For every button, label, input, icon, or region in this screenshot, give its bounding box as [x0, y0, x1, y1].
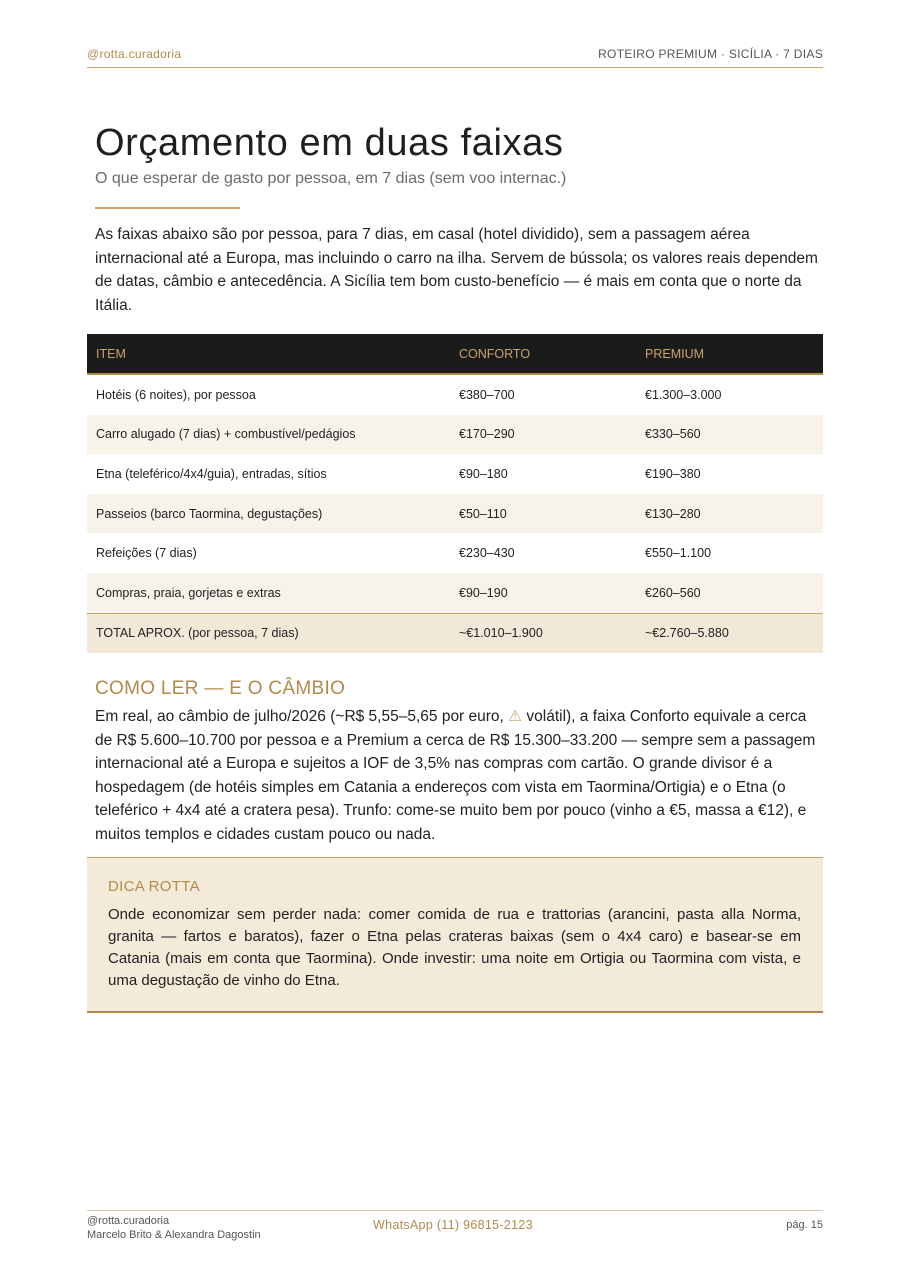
- page-footer: [87, 1210, 823, 1251]
- total-premium: ~€2.760–5.880: [636, 613, 823, 653]
- column-header-conforto: CONFORTO: [450, 334, 636, 374]
- tip-label: DICA ROTTA: [108, 878, 200, 895]
- total-conforto: ~€1.010–1.900: [450, 613, 636, 653]
- paragraph-text-end: volátil), a faixa Conforto equivale a cerca de R$ 5.600–10.700 por pessoa e a Premium a cerca de R$ 15.300–33.200 — sempre sem a passagem internacional até a Europa e sujeitos a IOF de 3,5% nas compras com cartão. O grande divisor é a hospedagem (de hotéis simples em Catania a endereços com vista em Taormina/Ortigia) e o Etna (o teleférico + 4x4 até a cratera pesa). Trunfo: come-se muito bem por pouco (vinho a €5, massa a €12), e muitos templos e cidades custam pouco ou nada.: [95, 708, 816, 843]
- budget-table: [87, 334, 823, 653]
- page-number: pág. 15: [786, 1219, 823, 1231]
- row-conforto: €50–110: [450, 494, 636, 534]
- row-item: Refeições (7 dias): [96, 546, 197, 561]
- row-premium: €1.300–3.000: [645, 387, 722, 402]
- intro-paragraph: As faixas abaixo são por pessoa, para 7 dias, em casal (hotel dividido), sem a passagem aérea internacional até a Europa, mas incluindo o carro na ilha. Servem de bússola; os valores reais dependem de datas, câmbio e antecedência. A Sicília tem bom custo-benefício — é mais em conta que o norte da Itália.: [95, 226, 818, 314]
- table-row: [87, 533, 823, 573]
- row-item: Hotéis (6 noites), por pessoa: [96, 387, 256, 402]
- table-row: [87, 494, 823, 534]
- document-label: ROTEIRO PREMIUM · SICÍLIA · 7 DIAS: [598, 47, 823, 61]
- table-row: [87, 573, 823, 613]
- row-premium: €130–280: [636, 494, 823, 534]
- whatsapp-contact: WhatsApp (11) 96815-2123: [373, 1218, 533, 1232]
- row-conforto: €90–180: [459, 466, 508, 481]
- row-premium: €190–380: [645, 466, 701, 481]
- page-header: [87, 45, 823, 68]
- footer-authors: Marcelo Brito & Alexandra Dagostin: [87, 1229, 261, 1241]
- row-conforto: €90–190: [450, 573, 636, 613]
- table-row: [87, 374, 823, 415]
- table-row: [87, 454, 823, 494]
- warning-icon: ⚠: [508, 708, 523, 725]
- brand-handle: @rotta.curadoria: [87, 47, 182, 61]
- row-item: Passeios (barco Taormina, degustações): [87, 494, 450, 534]
- title-divider: [95, 207, 240, 209]
- row-conforto: €380–700: [459, 387, 515, 402]
- row-item: Etna (teleférico/4x4/guia), entradas, sítios: [96, 466, 327, 481]
- paragraph-text-start: Em real, ao câmbio de julho/2026 (~R$ 5,55–5,65 por euro,: [95, 708, 509, 725]
- table-header-row: [87, 334, 823, 374]
- row-premium: €330–560: [636, 415, 823, 455]
- footer-handle: @rotta.curadoria: [87, 1215, 170, 1227]
- row-item: Compras, praia, gorjetas e extras: [87, 573, 450, 613]
- page-subtitle: O que esperar de gasto por pessoa, em 7 dias (sem voo internac.): [95, 170, 567, 187]
- section-heading: COMO LER — E O CÂMBIO: [95, 678, 346, 699]
- tip-box: [87, 857, 823, 1013]
- table-total-row: [87, 613, 823, 653]
- page-title: Orçamento em duas faixas: [95, 122, 564, 164]
- row-premium: €550–1.100: [645, 546, 712, 561]
- row-premium: €260–560: [636, 573, 823, 613]
- exchange-paragraph: [95, 705, 820, 846]
- row-item: Carro alugado (7 dias) + combustível/pedágios: [87, 415, 450, 455]
- footer-credits: [87, 1214, 261, 1242]
- row-conforto: €170–290: [450, 415, 636, 455]
- column-header-item: ITEM: [87, 334, 450, 374]
- tip-text: Onde economizar sem perder nada: comer comida de rua e trattorias (arancini, pasta alla Norma, granita — fartos e baratos), fazer o Etna pelas crateras baixas (sem o 4x4 caro) e basear-se em Catania (mais em conta que Taormina). Onde investir: uma noite em Ortigia ou Taormina com vista, e uma degustação de vinho do Etna.: [108, 906, 801, 989]
- total-label: TOTAL APROX. (por pessoa, 7 dias): [87, 613, 450, 653]
- column-header-premium: PREMIUM: [636, 334, 823, 374]
- table-row: [87, 415, 823, 455]
- row-conforto: €230–430: [459, 546, 515, 561]
